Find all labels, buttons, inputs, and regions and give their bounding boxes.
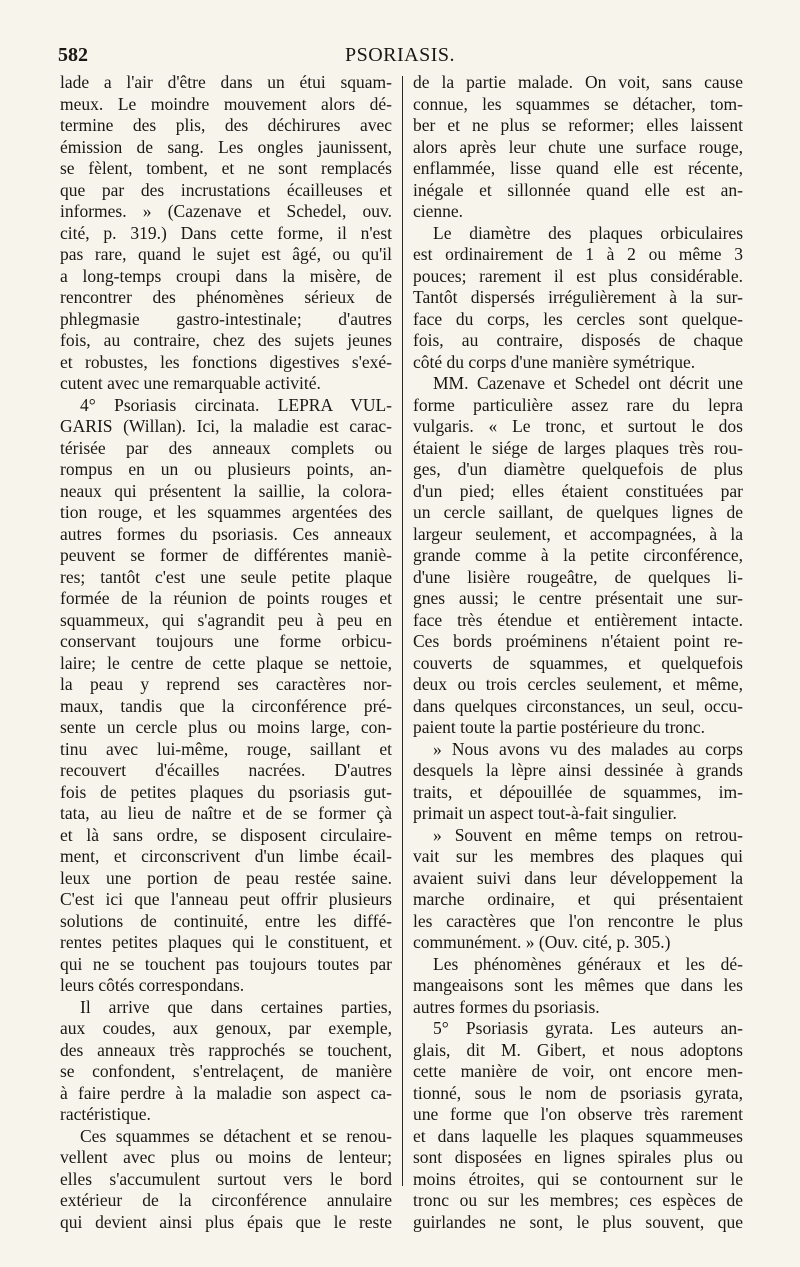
text-line: vait sur les membres des plaques qui xyxy=(413,846,743,866)
text-line: a long-temps croupi dans la misère, de xyxy=(60,265,392,286)
text-line: pouces; rarement il est plus considérable. xyxy=(413,265,743,286)
text-line: phlegmasie gastro-intestinale; d'autres xyxy=(60,308,392,329)
text-line: peuvent se former de différentes maniè- xyxy=(60,545,392,565)
right-text-column xyxy=(413,72,743,1233)
text-line: est ordinairement de 1 à 2 ou même 3 xyxy=(413,244,743,264)
page-header xyxy=(0,44,800,74)
text-line: fois, au contraire, disposés de chaque xyxy=(413,330,743,350)
text-line: Le diamètre des plaques orbiculaires xyxy=(433,222,743,243)
text-line: inégale et sillonnée quand elle est an- xyxy=(413,179,743,200)
text-line: ber et ne plus se reformer; elles laissent xyxy=(413,115,743,135)
text-line: autres formes du psoriasis. Ces anneaux xyxy=(60,523,392,544)
text-line: se confondent, s'entrelaçent, de manière xyxy=(60,1061,392,1081)
text-line: marche ordinaire, et qui présentaient xyxy=(413,889,743,909)
text-line: tronc ou sur les membres; ces espèces de xyxy=(413,1190,743,1210)
text-line: guirlandes ne sont, le plus souvent, que xyxy=(413,1211,743,1232)
text-line: meux. Le moindre mouvement alors dé- xyxy=(60,93,392,114)
text-line: forme particulière assez rare du lepra xyxy=(413,394,743,415)
text-line: cutent avec une remarquable activité. xyxy=(60,373,321,393)
text-line: de la partie malade. On voit, sans cause xyxy=(413,72,743,92)
text-line: 4° Psoriasis circinata. LEPRA VUL- xyxy=(80,394,392,415)
text-line: solutions de continuité, entre les diffé- xyxy=(60,910,392,931)
text-line: largeur seulement, et accompagnées, à la xyxy=(413,523,743,544)
text-line: conservant toujours une forme orbicu- xyxy=(60,631,392,651)
text-line: alors après leur chute une surface rouge, xyxy=(413,136,743,157)
text-line: formée de la réunion de points rouges et xyxy=(60,588,392,608)
text-line: laire; le centre de cette plaque se nettoie, xyxy=(60,652,392,673)
text-line: à faire perdre à la maladie son aspect ca- xyxy=(60,1082,392,1103)
text-line: et dans laquelle les plaques squammeuses xyxy=(413,1125,743,1146)
text-line: tion rouge, et les squammes argentées des xyxy=(60,502,392,522)
text-line: cienne. xyxy=(413,201,464,221)
text-line: squammeux, qui s'agrandit peu à peu en xyxy=(60,609,392,630)
text-line: Tantôt dispersés irrégulièrement à la sur- xyxy=(413,287,743,307)
text-line: vellent avec plus ou moins de lenteur; xyxy=(60,1147,392,1167)
text-line: » Nous avons vu des malades au corps xyxy=(433,738,743,759)
text-line: maux, tandis que la circonférence pré- xyxy=(60,695,392,716)
text-line: les caractères que l'on rencontre le plus xyxy=(413,910,743,931)
text-line: d'une lisière rougeâtre, de quelques li- xyxy=(413,566,743,587)
text-line: d'un pied; elles étaient constituées par xyxy=(413,480,743,501)
text-line: » Souvent en même temps on retrou- xyxy=(433,824,743,845)
text-line: grande comme à la petite circonférence, xyxy=(413,545,743,565)
text-line: rentes petites plaques qui le constituent, et xyxy=(60,932,392,952)
text-line: ractéristique. xyxy=(60,1104,151,1124)
text-line: qui ne se touchent pas toujours toutes par xyxy=(60,953,392,974)
text-line: émission de sang. Les ongles jaunissent, xyxy=(60,136,392,157)
text-line: la peau y reprend ses caractères nor- xyxy=(60,674,392,694)
text-line: GARIS (Willan). Ici, la maladie est carac- xyxy=(60,416,392,436)
text-line: elles s'accumulent surtout vers le bord xyxy=(60,1168,392,1189)
text-line: face du corps, les cercles sont quelque- xyxy=(413,308,743,329)
text-line: un cercle saillant, de quelques lignes de xyxy=(413,502,743,522)
text-line: communément. » (Ouv. cité, p. 305.) xyxy=(413,932,671,952)
text-line: cette manière de voir, ont encore men- xyxy=(413,1061,743,1081)
text-line: et robustes, les fonctions digestives s'exé- xyxy=(60,351,392,372)
text-line: res; tantôt c'est une seule petite plaque xyxy=(60,566,392,587)
text-line: traits, et dépouillée de squammes, im- xyxy=(413,781,743,802)
text-line: avaient suivi dans leur développement la xyxy=(413,867,743,888)
text-line: ges, d'un diamètre quelquefois de plus xyxy=(413,459,743,479)
text-line: connue, les squammes se détacher, tom- xyxy=(413,93,743,114)
text-line: paient toute la partie postérieure du tronc. xyxy=(413,717,706,737)
text-line: termine des plis, des déchirures avec xyxy=(60,115,392,135)
text-line: térisée par des anneaux complets ou xyxy=(60,437,392,458)
text-line: Les phénomènes généraux et les dé- xyxy=(433,953,743,974)
text-line: face très étendue et entièrement intacte. xyxy=(413,609,743,630)
text-line: leux une portion de peau restée saine. xyxy=(60,867,392,888)
text-line: informes. » (Cazenave et Schedel, ouv. xyxy=(60,201,392,221)
text-line: extérieur de la circonférence annulaire xyxy=(60,1190,392,1210)
text-line: couverts de squammes, et quelquefois xyxy=(413,652,743,673)
text-line: neaux qui présentent la saillie, la colora- xyxy=(60,480,392,501)
text-line: lade a l'air d'être dans un étui squam- xyxy=(60,72,392,92)
text-line: leurs côtés correspondans. xyxy=(60,975,245,995)
text-line: des anneaux très rapprochés se touchent, xyxy=(60,1039,392,1060)
running-title: PSORIASIS. xyxy=(344,44,456,66)
text-line: autres formes du psoriasis. xyxy=(413,996,600,1017)
text-line: MM. Cazenave et Schedel ont décrit une xyxy=(433,373,743,393)
text-line: rencontrer des phénomènes sérieux de xyxy=(60,287,392,307)
text-line: aux coudes, aux genoux, par exemple, xyxy=(60,1018,392,1038)
text-line: se fèlent, tombent, et ne sont remplacés xyxy=(60,158,392,178)
text-line: étaient le siége de larges plaques très rou- xyxy=(413,437,743,458)
text-line: cité, p. 319.) Dans cette forme, il n'est xyxy=(60,222,392,243)
column-divider xyxy=(402,76,403,1186)
text-line: glais, dit M. Gibert, et nous adoptons xyxy=(413,1039,743,1060)
page-number: 582 xyxy=(58,44,88,66)
text-line: Ces squammes se détachent et se renou- xyxy=(80,1125,392,1146)
text-line: Il arrive que dans certaines parties, xyxy=(80,996,392,1017)
text-line: enflammée, lisse quand elle est récente, xyxy=(413,158,743,178)
text-line: gnes aussi; le centre présentait une sur- xyxy=(413,588,743,608)
text-line: dans quelques circonstances, un seul, occu- xyxy=(413,695,743,716)
text-line: qui devient ainsi plus épais que le reste xyxy=(60,1211,392,1232)
text-line: C'est ici que l'anneau peut offrir plusieurs xyxy=(60,889,392,909)
text-line: tionné, sous le nom de psoriasis gyrata, xyxy=(413,1082,743,1103)
text-line: desquels la lèpre ainsi dessinée à grands xyxy=(413,760,743,780)
text-line: Ces bords proéminens n'étaient point re- xyxy=(413,631,743,651)
text-line: ment, et circonscrivent d'un limbe écail- xyxy=(60,846,392,866)
text-line: mangeaisons sont les mêmes que dans les xyxy=(413,975,743,995)
text-line: tinu avec lui-même, rouge, saillant et xyxy=(60,738,392,759)
text-line: fois, au contraire, chez des sujets jeunes xyxy=(60,330,392,350)
text-line: deux ou trois cercles seulement, et même, xyxy=(413,674,743,694)
text-line: et là sans ordre, se disposent circulaire- xyxy=(60,824,392,845)
text-line: côté du corps d'une manière symétrique. xyxy=(413,351,696,372)
text-line: sente un cercle plus ou moins large, con- xyxy=(60,717,392,737)
text-line: pas rare, quand le sujet est âgé, ou qu'il xyxy=(60,244,392,264)
text-line: que par des incrustations écailleuses et xyxy=(60,179,392,200)
text-line: rompus en un ou plusieurs points, an- xyxy=(60,459,392,479)
text-line: recouvert d'écailles nacrées. D'autres xyxy=(60,760,392,780)
text-line: sont disposées en lignes spirales plus ou xyxy=(413,1147,743,1167)
left-text-column xyxy=(60,72,392,1233)
text-line: 5° Psoriasis gyrata. Les auteurs an- xyxy=(433,1018,743,1038)
text-line: tata, au lieu de naître et de se former çà xyxy=(60,803,392,823)
text-line: fois de petites plaques du psoriasis gut- xyxy=(60,781,392,802)
text-line: vulgaris. « Le tronc, et surtout le dos xyxy=(413,416,743,436)
text-line: moins étroites, qui se contournent sur le xyxy=(413,1168,743,1189)
text-line: primait un aspect tout-à-fait singulier. xyxy=(413,803,677,823)
text-line: une forme que l'on observe très rarement xyxy=(413,1104,743,1124)
